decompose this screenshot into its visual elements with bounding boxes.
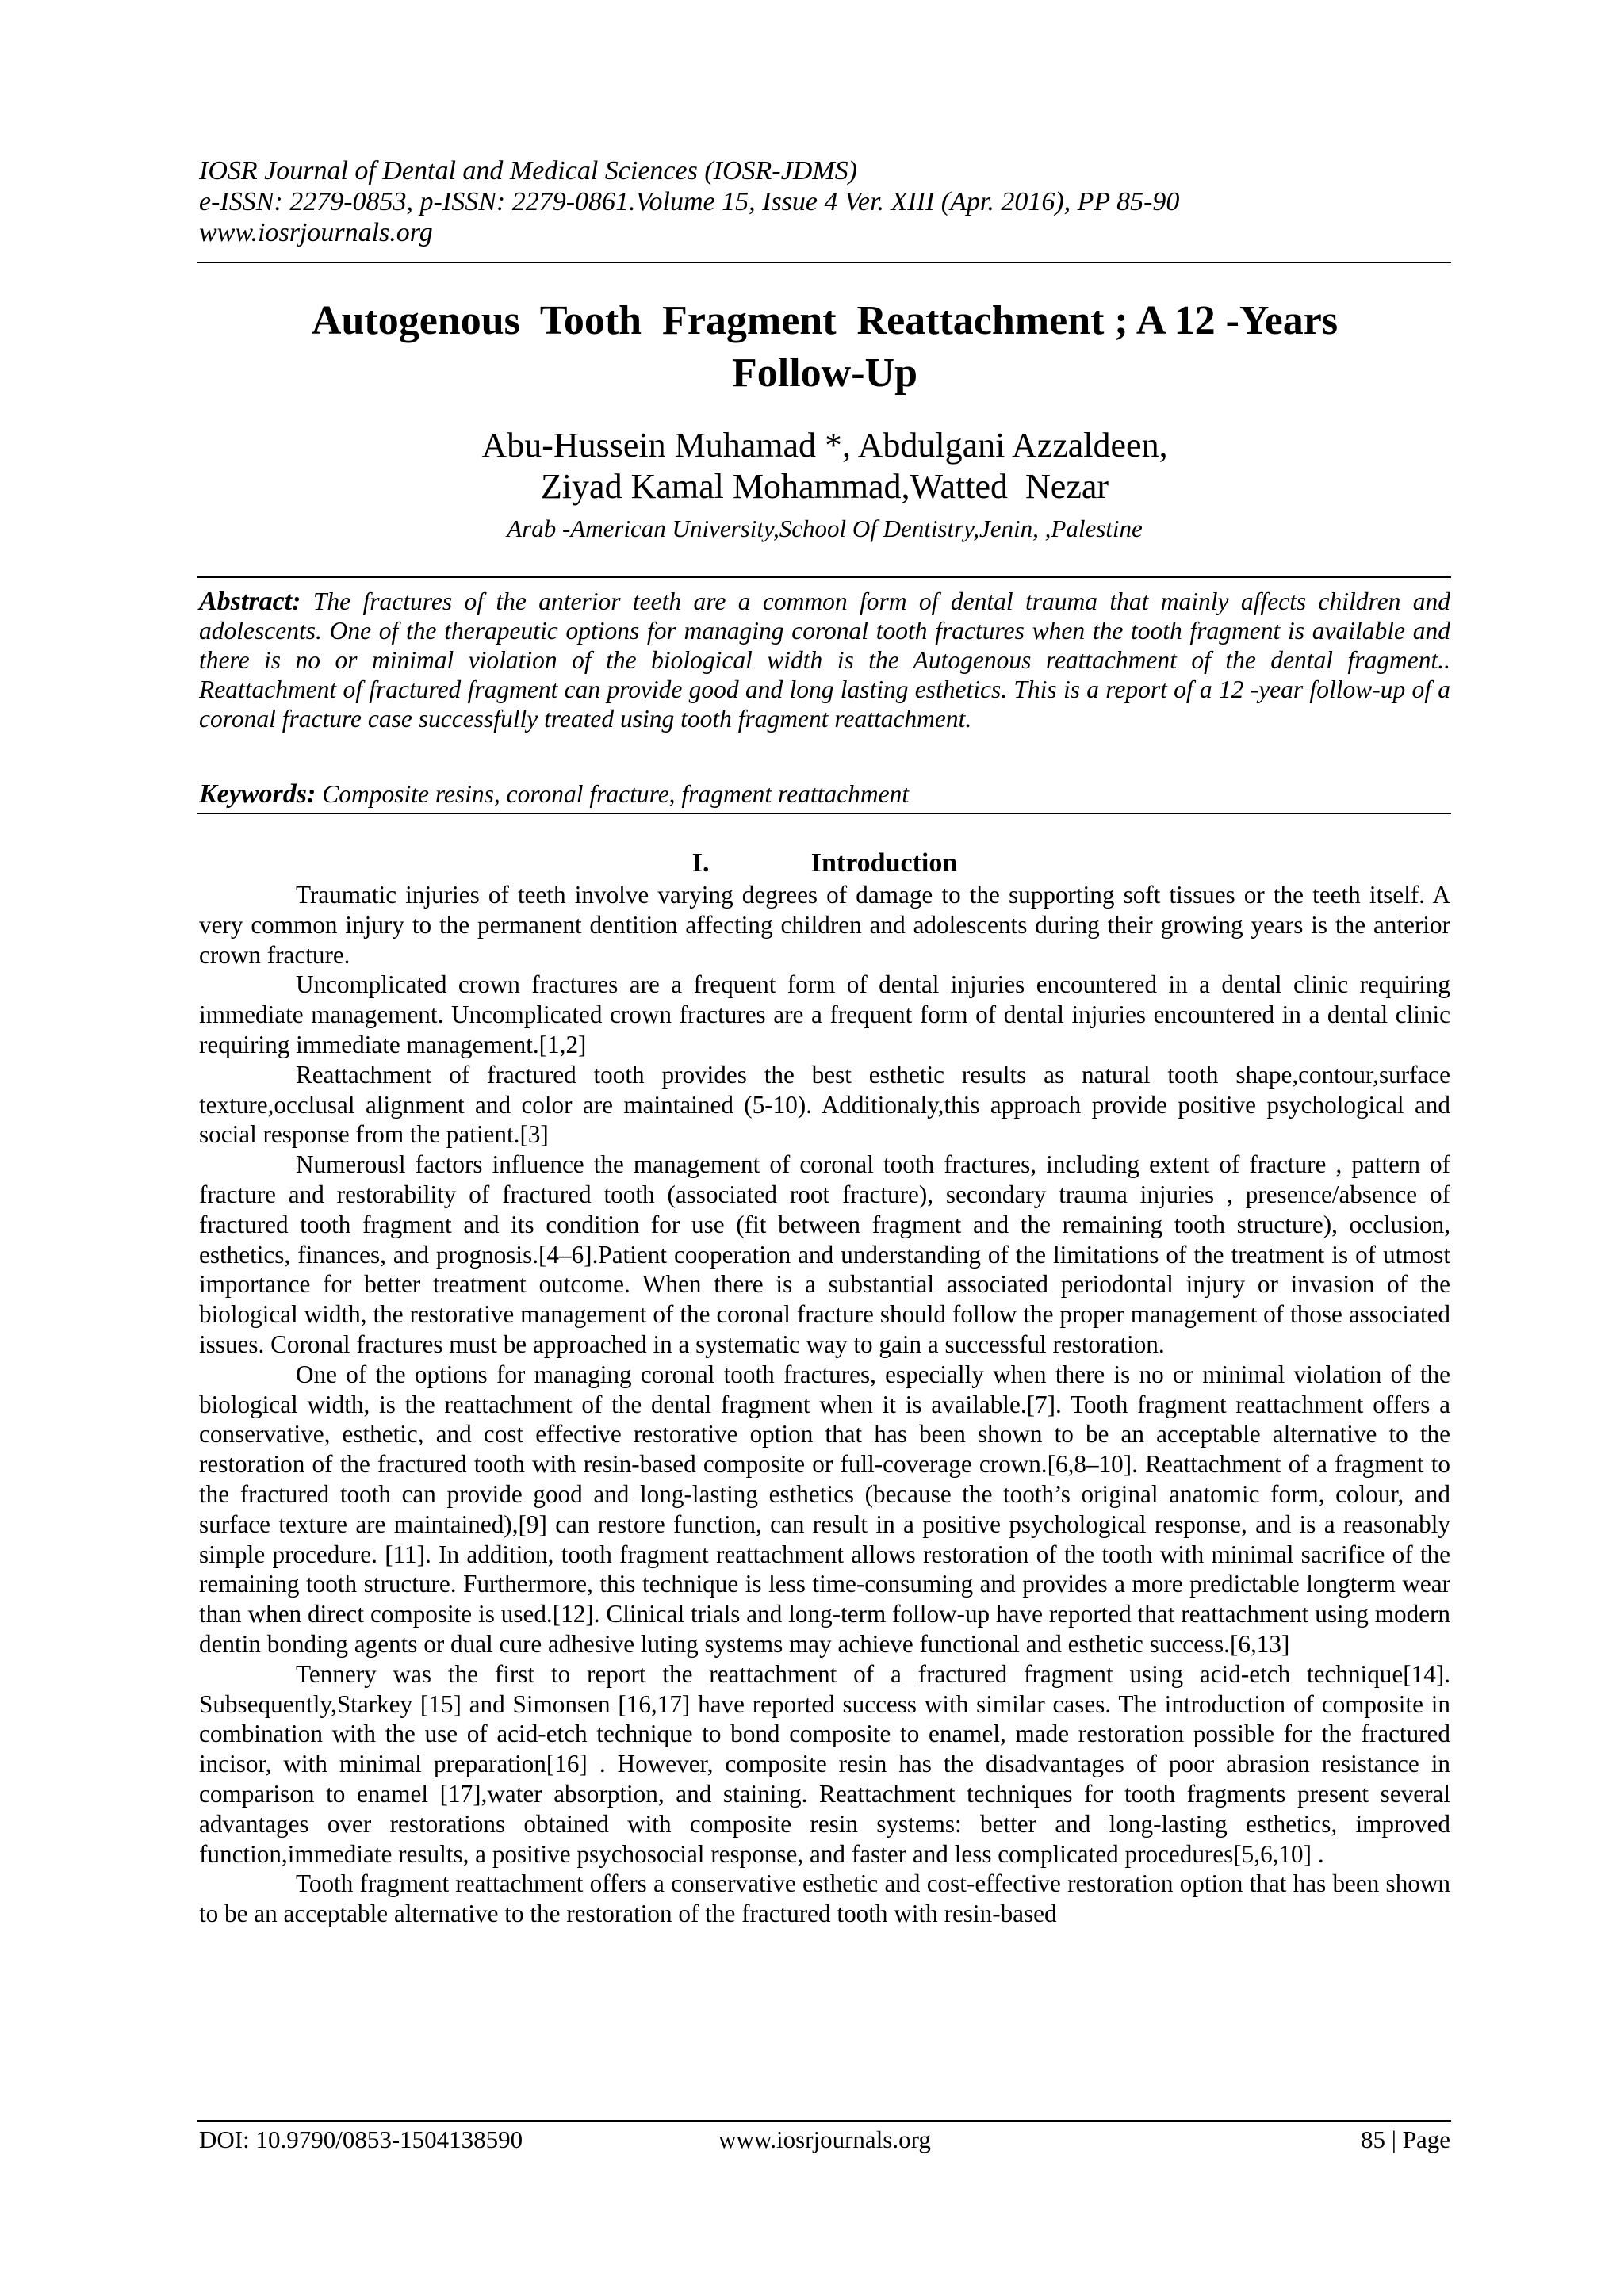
- abstract-bottom-rule: [197, 813, 1451, 814]
- paragraph: Tooth fragment reattachment offers a conservative esthetic and cost-effective restoration option that has been shown to be an acceptable alternative to the restoration of the fractured tooth with resin-based: [199, 1869, 1450, 1928]
- authors-line-2: Ziyad Kamal Mohammad,Watted Nezar: [540, 467, 1109, 506]
- keywords-text: Composite resins, coronal fracture, fragment reattachment: [322, 780, 910, 808]
- footer-website: www.iosrjournals.org: [718, 2126, 931, 2153]
- paragraph: Reattachment of fractured tooth provides the best esthetic results as natural tooth shape,contour,surface texture,occlusal alignment and color are maintained (5-10). Additionaly,this approach provide positive psychological and social response from the patient.[3]: [199, 1060, 1450, 1149]
- section-heading: [198, 848, 1451, 879]
- journal-issn-volume: e-ISSN: 2279-0853, p-ISSN: 2279-0861.Volume 15, Issue 4 Ver. XIII (Apr. 2016), PP 85-90: [199, 187, 1180, 216]
- title-line-2: Follow-Up: [732, 350, 917, 396]
- authors-line-1: Abu-Hussein Muhamad *, Abdulgani Azzaldeen,: [481, 426, 1168, 465]
- footer-page-number: 85 | Page: [1361, 2126, 1450, 2153]
- journal-header: [199, 155, 1452, 248]
- paragraph: Traumatic injuries of teeth involve varying degrees of damage to the supporting soft tissues or the teeth itself. A very common injury to the permanent dentition affecting children and adolescents during their growing years is the anterior crown fracture.: [199, 881, 1450, 969]
- keywords: [199, 779, 1450, 809]
- paragraph: Uncomplicated crown fractures are a frequent form of dental injuries encountered in a dental clinic requiring immediate management. Uncomplicated crown fractures are a frequent form of dental injuries encountered in a dental clinic requiring immediate management.[1,2]: [199, 970, 1450, 1058]
- abstract-text: The fractures of the anterior teeth are a common form of dental trauma that mainly affects children and adolescents. One of the therapeutic options for managing coronal tooth fractures when the tooth fragment is available and there is no or minimal violation of the biological width is the Autogenous reattachment of the dental fragment.. Reattachment of fractured fragment can provide good and long lasting esthetics. This is a report of a 12 -year follow-up of a coronal fracture case successfully treated using tooth fragment reattachment.: [199, 587, 1450, 733]
- body-text: [199, 880, 1450, 1929]
- page-footer: [199, 2125, 1450, 2156]
- header-rule: [197, 262, 1451, 263]
- journal-name: IOSR Journal of Dental and Medical Sciences (IOSR-JDMS): [199, 156, 857, 186]
- journal-website: www.iosrjournals.org: [199, 218, 433, 247]
- paragraph: One of the options for managing coronal tooth fractures, especially when there is no or minimal violation of the biological width, is the reattachment of the dental fragment when it is available.[7]. Tooth fragment reattachment offers a conservative, esthetic, and cost effective restorative option that has been shown to be an acceptable alternative to the restoration of the fractured tooth with resin-based composite or full-coverage crown.[6,8–10]. Reattachment of a fragment to the fractured tooth can provide good and long-lasting esthetics (because the tooth’s original anatomic form, colour, and surface texture are maintained),[9] can restore function, can result in a positive psychological response, and is a reasonably simple procedure. [11]. In addition, tooth fragment reattachment allows restoration of the tooth with minimal sacrifice of the remaining tooth structure. Furthermore, this technique is less time-consuming and provides a more predictable longterm wear than when direct composite is used.[12]. Clinical trials and long-term follow-up have reported that reattachment using modern dentin bonding agents or dual cure adhesive luting systems may achieve functional and esthetic success.[6,13]: [199, 1360, 1450, 1658]
- footer-rule: [197, 2120, 1451, 2122]
- paper-title: [198, 295, 1451, 400]
- section-number: I.: [691, 848, 710, 878]
- keywords-label: Keywords:: [199, 779, 316, 809]
- paragraph: Numerousl factors influence the management of coronal tooth fractures, including extent of fracture , pattern of fracture and restorability of fractured tooth (associated root fracture), secondary trauma injuries , presence/absence of fractured tooth fragment and its condition for use (fit between fragment and the remaining tooth structure), occlusion, esthetics, finances, and prognosis.[4–6].Patient cooperation and understanding of the limitations of the treatment is of utmost importance for better treatment outcome. When there is a substantial associated periodontal injury or invasion of the biological width, the restorative management of the coronal fracture should follow the proper management of those associated issues. Coronal fractures must be approached in a systematic way to gain a successful restoration.: [199, 1150, 1450, 1358]
- author-list: [198, 425, 1451, 507]
- section-title: Introduction: [810, 848, 958, 878]
- title-line-1: Autogenous Tooth Fragment Reattachment ; A 12 -Years: [311, 298, 1339, 343]
- affiliation: Arab -American University,School Of Dentistry,Jenin, ,Palestine: [507, 515, 1143, 542]
- abstract: [199, 587, 1450, 733]
- abstract-top-rule: [197, 576, 1451, 578]
- footer-doi: DOI: 10.9790/0853-1504138590: [199, 2126, 523, 2153]
- abstract-label: Abstract:: [199, 587, 301, 616]
- paragraph: Tennery was the first to report the reattachment of a fractured fragment using acid-etch technique[14]. Subsequently,Starkey [15] and Simonsen [16,17] have reported success with similar cases. The introduction of composite in combination with the use of acid-etch technique to bond composite to enamel, made restoration possible for the fractured incisor, with minimal preparation[16] . However, composite resin has the disadvantages of poor abrasion resistance in comparison to enamel [17],water absorption, and staining. Reattachment techniques for tooth fragments present several advantages over restorations obtained with composite resin systems: better and long-lasting esthetics, improved function,immediate results, a positive psychosocial response, and faster and less complicated procedures[5,6,10] .: [199, 1659, 1450, 1868]
